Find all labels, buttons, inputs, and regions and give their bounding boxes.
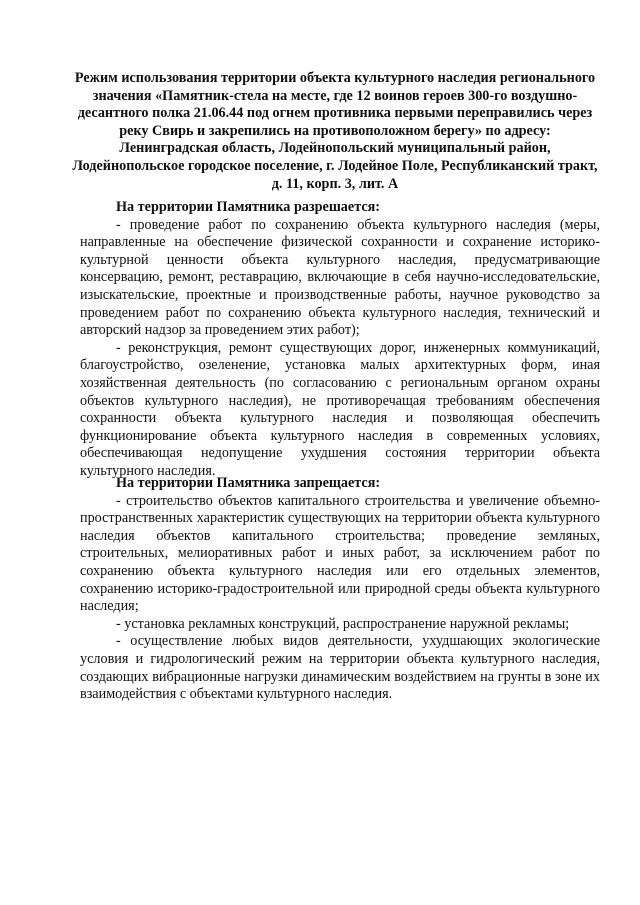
forbidden-item: - установка рекламных конструкций, распространение наружной рекламы; xyxy=(116,615,570,632)
forbidden-section xyxy=(80,475,600,704)
allowed-section xyxy=(80,199,600,481)
allowed-item: - проведение работ по сохранению объекта культурного наследия (меры, направленные на обеспечение физической сохранности и сохранение историко-культурной ценности объекта культурного наследия, предусматривающие консервацию, ремонт, реставрацию, включающие в себя научно-исследовательские, изыскательские, проектные и производственные работы, научное руководство за проведением работ по сохранению объекта культурного наследия, технический и авторский надзор за проведением этих работ); xyxy=(80,216,600,339)
forbidden-item: - строительство объектов капитального строительства и увеличение объемно-пространственных характеристик существующих на территории объекта культурного наследия объектов капитального строительства; проведение земляных, строительных, мелиоративных работ и иных работ, за исключением работ по сохранению объекта культурного наследия или его отдельных элементов, сохранению историко-градостроительной или природной среды объекта культурного наследия; xyxy=(80,492,600,615)
allowed-heading: На территории Памятника разрешается: xyxy=(116,199,381,215)
forbidden-heading: На территории Памятника запрещается: xyxy=(116,475,381,491)
forbidden-item: - осуществление любых видов деятельности, ухудшающих экологические условия и гидрологический режим на территории объекта культурного наследия, создающих вибрационные нагрузки динамическим воздействием на грунты в зоне их взаимодействия с объектами культурного наследия. xyxy=(80,633,600,703)
allowed-item: - реконструкция, ремонт существующих дорог, инженерных коммуникаций, благоустройство, озеленение, установка малых архитектурных форм, иная хозяйственная деятельность (по согласованию с региональным органом охраны объектов культурного наследия), не противоречащая требованиям обеспечения сохранности объекта культурного наследия и позволяющая обеспечить функционирование объекта культурного наследия в современных условиях, обеспечивающая недопущение ухудшения состояния территории объекта культурного наследия. xyxy=(80,339,600,479)
document-title: Режим использования территории объекта культурного наследия регионального значения «Памятник-стела на месте, где 12 воинов героев 300-го воздушно-десантного полка 21.06.44 под огнем противника первыми переправились через реку Свирь и закрепились на противоположном берегу» по адресу: Ленинградская область, Лодейнопольский муниципальный район, Лодейнопольское городское поселение, г. Лодейное Поле, Республиканский тракт, д. 11, корп. 3, лит. А xyxy=(72,70,598,192)
